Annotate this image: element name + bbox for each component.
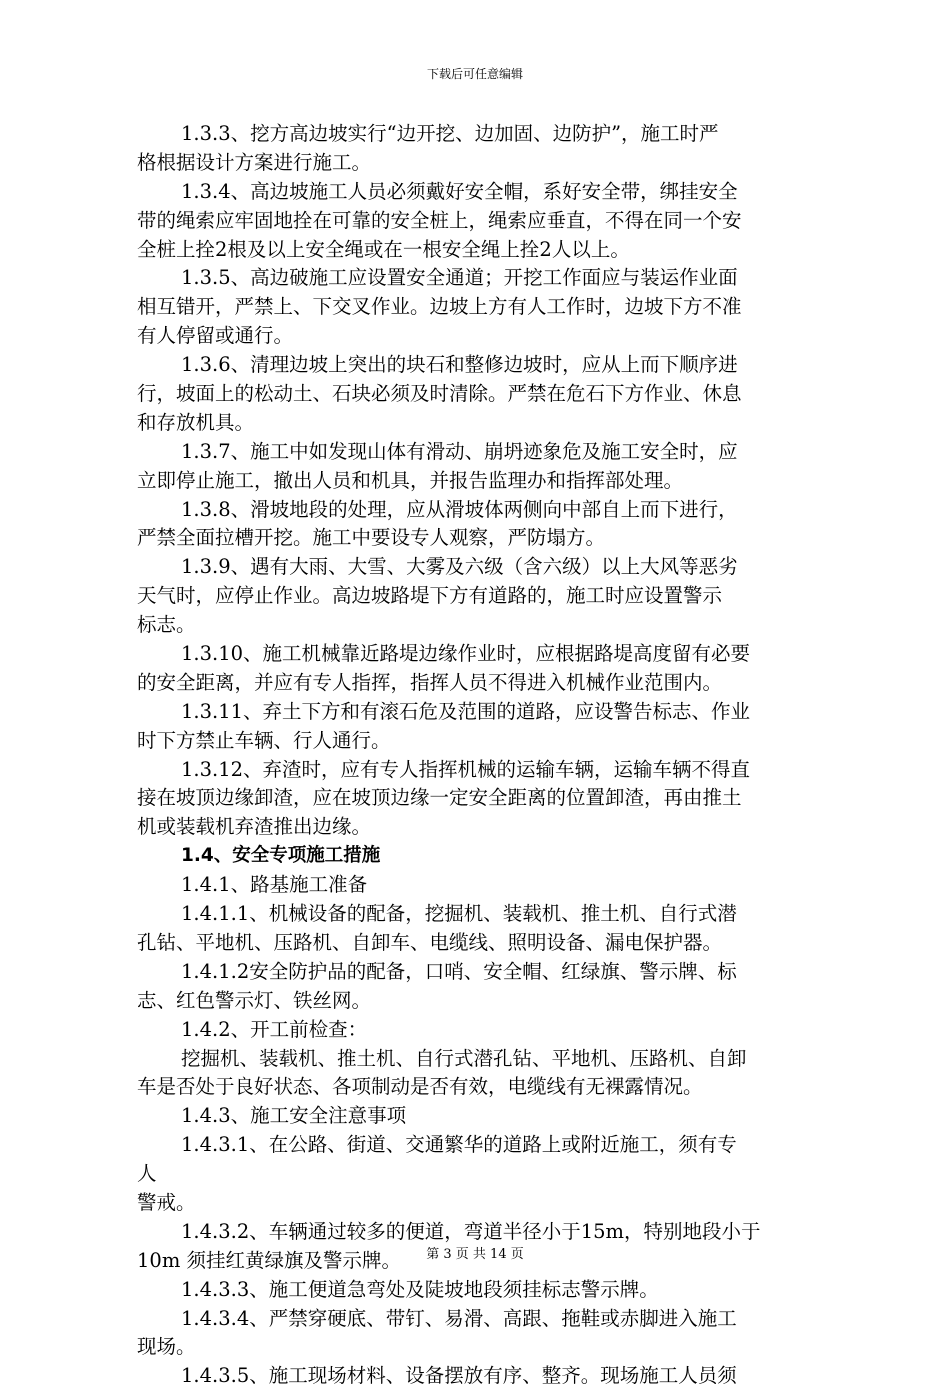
text-line: 天气时，应停止作业。高边坡路堤下方有道路的，施工时应设置警示 [137, 584, 723, 608]
subsection-heading: 1.4.1、路基施工准备 [181, 873, 368, 897]
text-line: 现场。 [137, 1335, 196, 1359]
text-line: 相互错开，严禁上、下交叉作业。边坡上方有人工作时，边坡下方不准 [137, 295, 742, 319]
text-line: 1.3.3、挖方高边坡实行“边开挖、边加固、边防护”，施工时严 [181, 122, 719, 145]
text-line: 警戒。 [137, 1190, 196, 1214]
text-line: 1.3.11、弃土下方和有滚石危及范围的道路，应设警告标志、作业 [181, 699, 751, 723]
text-line: 的安全距离，并应有专人指挥，指挥人员不得进入机械作业范围内。 [137, 670, 723, 694]
text-line: 带的绳索应牢固地拴在可靠的安全桩上，绳索应垂直，不得在同一个安 [137, 208, 742, 232]
text-line: 1.4.3.1、在公路、街道、交通繁华的道路上或附近施工，须有专 [181, 1133, 737, 1157]
text-line: 1.3.12、弃渣时，应有专人指挥机械的运输车辆，运输车辆不得直 [181, 757, 751, 781]
text-line: 格根据设计方案进行施工。 [137, 150, 372, 174]
subsection-heading: 1.4.2、开工前检查： [181, 1017, 368, 1041]
text-line: 1.3.9、遇有大雨、大雪、大雾及六级（含六级）以上大风等恶劣 [181, 555, 738, 579]
subsection-heading: 1.4.3、施工安全注意事项 [181, 1104, 407, 1128]
text-line: 机或装载机弃渣推出边缘。 [137, 815, 372, 839]
text-line: 1.3.6、清理边坡上突出的块石和整修边坡时，应从上而下顺序进 [181, 353, 738, 377]
text-line: 全桩上拴2根及以上安全绳或在一根安全绳上拴2人以上。 [137, 237, 630, 261]
text-line: 接在坡顶边缘卸渣，应在坡顶边缘一定安全距离的位置卸渣，再由推土 [137, 786, 742, 810]
document-body [137, 120, 827, 1391]
text-line: 1.3.8、滑坡地段的处理，应从滑坡体两侧向中部自上而下进行， [181, 497, 738, 521]
page-header: 下载后可任意编辑 [426, 67, 523, 81]
text-line: 和存放机具。 [137, 410, 255, 434]
text-line: 1.3.10、施工机械靠近路堤边缘作业时，应根据路堤高度留有必要 [181, 642, 751, 666]
text-line: 1.4.3.2、车辆通过较多的便道，弯道半径小于15m，特别地段小于 [181, 1219, 761, 1243]
text-line: 1.4.3.3、施工便道急弯处及陡坡地段须挂标志警示牌。 [181, 1277, 659, 1301]
text-line: 1.4.1.1、机械设备的配备，挖掘机、装载机、推土机、自行式潜 [181, 902, 737, 926]
text-line: 严禁全面拉槽开挖。施工中要设专人观察，严防塌方。 [137, 526, 606, 550]
text-line: 1.3.5、高边破施工应设置安全通道；开挖工作面应与装运作业面 [181, 266, 738, 290]
text-line: 人 [137, 1162, 157, 1186]
text-line: 时下方禁止车辆、行人通行。 [137, 728, 391, 752]
text-line: 有人停留或通行。 [137, 324, 294, 348]
text-line: 孔钻、平地机、压路机、自卸车、电缆线、照明设备、漏电保护器。 [137, 930, 723, 954]
text-line: 1.3.7、施工中如发现山体有滑动、崩坍迹象危及施工安全时，应 [181, 439, 738, 463]
text-line: 志、红色警示灯、铁丝网。 [137, 988, 372, 1012]
text-line: 立即停止施工，撤出人员和机具，并报告监理办和指挥部处理。 [137, 468, 684, 492]
text-line: 挖掘机、装载机、推土机、自行式潜孔钻、平地机、压路机、自卸 [181, 1046, 747, 1070]
text-line: 1.4.1.2安全防护品的配备，口哨、安全帽、红绿旗、警示牌、标 [181, 959, 737, 983]
text-line: 标志。 [137, 613, 196, 637]
text-line: 行，坡面上的松动土、石块必须及时清除。严禁在危石下方作业、休息 [137, 382, 742, 406]
text-line: 1.4.3.5、施工现场材料、设备摆放有序、整齐。现场施工人员须 [181, 1364, 737, 1388]
page-footer: 第 3 页 共 14 页 [426, 1247, 524, 1262]
section-heading: 1.4、安全专项施工措施 [181, 845, 381, 867]
text-line: 车是否处于良好状态、各项制动是否有效，电缆线有无裸露情况。 [137, 1075, 703, 1099]
text-line: 1.3.4、高边坡施工人员必须戴好安全帽，系好安全带，绑挂安全 [181, 179, 738, 203]
text-line: 1.4.3.4、严禁穿硬底、带钉、易滑、高跟、拖鞋或赤脚进入施工 [181, 1306, 737, 1330]
text-line: 10m 须挂红黄绿旗及警示牌。 [137, 1248, 402, 1272]
